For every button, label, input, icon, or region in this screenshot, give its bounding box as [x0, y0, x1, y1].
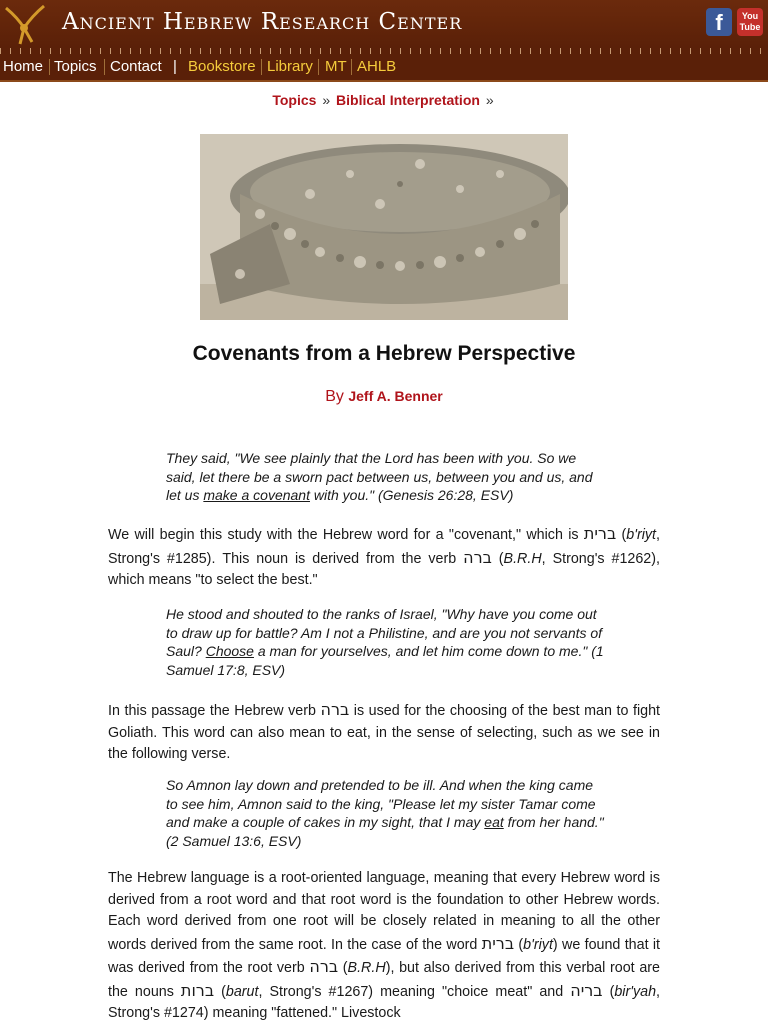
site-title[interactable]: Ancient Hebrew Research Center: [62, 9, 463, 35]
text: ), but also derived from this verbal root are the nouns: [108, 960, 660, 1000]
breadcrumb: [0, 92, 768, 108]
quote-text: So Amnon lay down and pretended to be ill. And when the king came to see him, Amnon said to the king, "Please let my sister Tamar come and make a couple of cakes in my sight, that I may: [166, 777, 596, 830]
nav-ahlb[interactable]: AHLB: [357, 58, 397, 75]
youtube-label: You Tube: [739, 11, 761, 32]
transliteration: b'riyt: [626, 527, 657, 543]
nav-divider: [351, 59, 352, 75]
text: , Strong's #1262), which means "to select the best.": [108, 550, 660, 588]
text: is used for the choosing of the best man to fight Goliath. This word can also mean to eat, in the sense of selecting, such as we see in the following verse.: [108, 703, 661, 762]
transliteration: b'riyt: [523, 936, 553, 953]
text: (: [214, 983, 226, 1000]
transliteration: bir'yah: [614, 983, 657, 1000]
nav-separator: |: [173, 58, 177, 75]
quote-emphasis: eat: [484, 814, 504, 830]
paragraph: [108, 523, 660, 592]
quote-emphasis: Choose: [205, 643, 254, 659]
nav-bookstore[interactable]: Bookstore: [188, 58, 256, 75]
facebook-icon[interactable]: [706, 8, 732, 36]
text: , Strong's #1285). This noun is derived from the verb: [108, 527, 660, 567]
text: , Strong's #1267) meaning "choice meat" and: [258, 983, 571, 1000]
scripture-quote: [166, 449, 606, 505]
scripture-quote: [166, 776, 606, 850]
nav-topics[interactable]: Topics: [54, 58, 97, 75]
breadcrumb-topics[interactable]: Topics: [272, 92, 317, 108]
hebrew-word: ברה: [309, 957, 339, 976]
quote-text: He stood and shouted to the ranks of Israel, "Why have you come out to draw up for battle? Am I not a Philistine, and are you not servants of Saul?: [166, 606, 603, 659]
nav-mt[interactable]: MT: [325, 58, 347, 75]
scripture-quote: [166, 605, 606, 679]
main-nav: [0, 54, 768, 80]
nav-library[interactable]: Library: [267, 58, 313, 75]
text: The Hebrew language is a root-oriented language, meaning that every Hebrew word is derived from a root word and that root word is the foundation to other Hebrew words. Each word derived from one root will be closely related in meaning to all the other words derived from the same root. In the case of the word: [108, 870, 660, 953]
text: , Strong's #1274) meaning "fattened." Livestock: [108, 983, 661, 1021]
paragraph: [108, 699, 660, 766]
text: In this passage the Hebrew verb: [108, 703, 321, 719]
quote-text: from her hand." (2 Samuel 13:6, ESV): [166, 814, 604, 849]
author-link[interactable]: Jeff A. Benner: [348, 388, 443, 404]
hebrew-word: ברה: [463, 547, 492, 567]
quote-text: with you." (Genesis 26:28, ESV): [309, 487, 514, 503]
paragraph: [108, 868, 660, 1025]
breadcrumb-separator: »: [485, 92, 494, 108]
breadcrumb-biblical-interpretation[interactable]: Biblical Interpretation: [336, 92, 480, 108]
article-title: Covenants from a Hebrew Perspective: [192, 342, 576, 365]
transliteration: B.R.H: [347, 960, 386, 976]
hebrew-word: ברית: [481, 933, 515, 953]
byline-label: By: [325, 388, 344, 405]
breadcrumb-separator: »: [322, 92, 331, 108]
text: (: [491, 550, 504, 567]
nav-divider: [318, 59, 319, 75]
text: (: [616, 527, 627, 543]
hebrew-word: ברות: [180, 980, 215, 1000]
logo-icon[interactable]: [2, 2, 48, 46]
hebrew-word: בריה: [570, 980, 603, 1000]
text: We will begin this study with the Hebrew word for a "covenant," which is: [108, 527, 584, 543]
hebrew-word: ברית: [583, 524, 617, 543]
quote-text: a man for yourselves, and let him come down to me." (1 Samuel 17:8, ESV): [166, 643, 604, 678]
article-image: [200, 134, 568, 320]
text: ) we found that it was derived from the root verb: [108, 936, 661, 976]
transliteration: B.R.H: [503, 550, 542, 567]
text: (: [338, 960, 348, 976]
nav-divider: [49, 59, 50, 75]
transliteration: barut: [225, 983, 259, 1000]
facebook-label: f: [715, 10, 723, 35]
text: (: [602, 983, 615, 1000]
nav-home[interactable]: Home: [3, 58, 44, 75]
site-header: [0, 0, 768, 48]
nav-divider: [104, 59, 105, 75]
nav-divider: [261, 59, 262, 75]
hebrew-word: ברה: [320, 700, 350, 719]
byline: [0, 388, 768, 406]
quote-text: They said, "We see plainly that the Lord has been with you. So we said, let there be a sworn pact between us, between you and us, and let us: [166, 450, 593, 503]
nav-contact[interactable]: Contact: [110, 58, 162, 75]
youtube-icon[interactable]: [737, 8, 763, 36]
text: (: [514, 936, 524, 953]
quote-emphasis: make a covenant: [203, 487, 310, 503]
nav-bottom-border: [0, 80, 768, 82]
